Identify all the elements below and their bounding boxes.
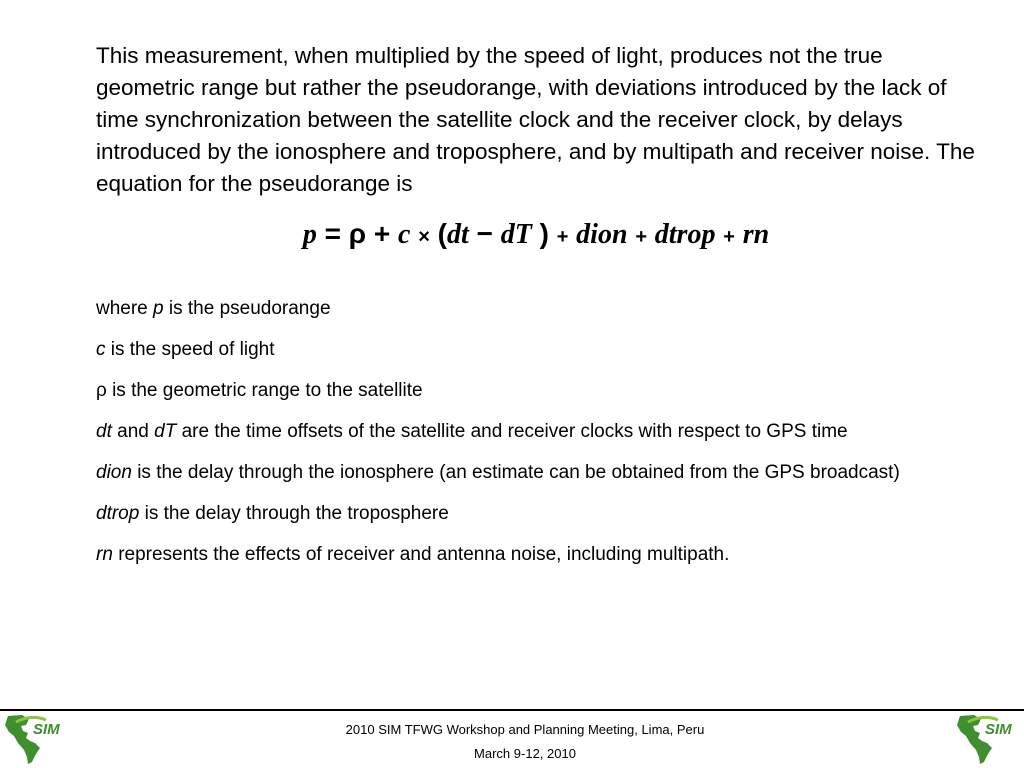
eq-dtrop: dtrop [654,219,716,250]
eq-dion: dion [576,219,628,250]
definition-text-dion: is the delay through the ionosphere (an estimate can be obtained from the GPS broadcast) [137,462,900,483]
logo-text: SIM [33,721,60,738]
definitions-list [96,296,966,583]
sim-logo-right [954,712,1018,766]
eq-p: p [302,219,317,250]
eq-plus-2: + [556,226,569,248]
eq-rparen: ) [539,218,549,249]
definition-p [96,296,966,322]
definition-clocks [96,419,966,445]
eq-minus: − [476,218,493,249]
definition-text-p: is the pseudorange [168,298,331,319]
eq-dt: dt [447,219,469,250]
intro-paragraph: This measurement, when multiplied by the speed of light, produces not the true geometric range but rather the pseudorange, with deviations introduced by the lack of time synchronization between the satellite clock and the receiver clock, by delays introduced by the ionosphere and troposphere, and by multipath and receiver noise. The equation for the pseudorange is [96,43,975,196]
pseudorange-equation [0,216,1024,255]
eq-times: × [418,226,430,248]
definition-rn [96,542,966,568]
footer-divider [0,709,1024,711]
definition-symbol-dtrop: dtrop [96,503,140,524]
footer-event-dates: March 9-12, 2010 [474,746,576,761]
definition-text-rn: represents the effects of receiver and antenna noise, including multipath. [118,544,730,565]
eq-rho: ρ [348,218,367,249]
definition-rho [96,378,966,404]
eq-c: c [397,219,411,250]
definition-c [96,337,966,363]
logo-text: SIM [985,721,1012,738]
definition-symbol-dion: dion [96,462,132,483]
definition-text-clocks: are the time offsets of the satellite and receiver clocks with respect to GPS time [181,421,848,442]
eq-rn: rn [742,219,770,250]
eq-equals: = [324,218,341,249]
footer-event-title: 2010 SIM TFWG Workshop and Planning Meeting, Lima, Peru [345,722,705,737]
definition-symbol-dT: dT [154,421,177,442]
eq-dT: dT [500,219,532,250]
definition-where: where [96,298,148,319]
definition-text-c: is the speed of light [110,339,275,360]
eq-lparen: ( [437,218,447,249]
eq-plus-4: + [723,226,735,248]
definition-dtrop [96,501,966,527]
definition-and: and [117,421,149,442]
definition-text-rho: ρ is the geometric range to the satellite [96,380,423,401]
definition-symbol-c: c [96,339,106,360]
definition-symbol-p: p [153,298,164,319]
eq-plus-1: + [373,218,391,249]
definition-dion [96,460,966,486]
eq-plus-3: + [635,226,647,248]
definition-symbol-rn: rn [96,544,113,565]
definition-symbol-dt: dt [96,421,112,442]
definition-text-dtrop: is the delay through the troposphere [144,503,449,524]
